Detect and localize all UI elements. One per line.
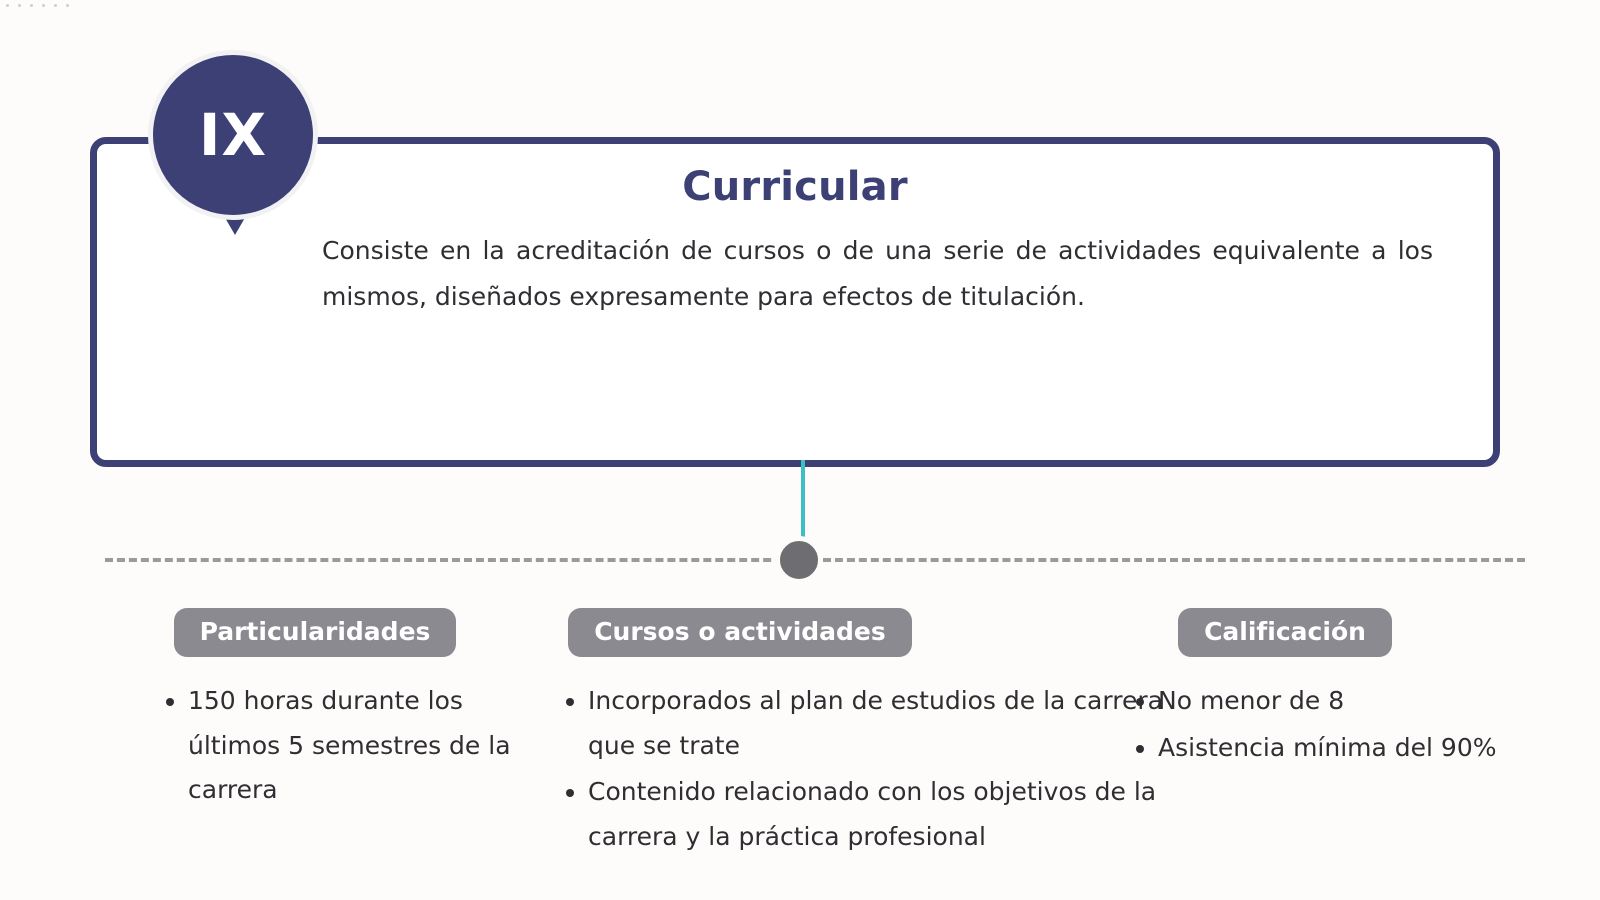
- list-item: • Contenido relacionado con los objetivos de la carrera y la práctica profesional: [588, 770, 1188, 859]
- step-badge: [148, 50, 323, 285]
- corner-dot-decoration: [6, 4, 69, 7]
- column-cursos-o-actividades: [530, 608, 1163, 861]
- page-title: Curricular: [682, 164, 908, 210]
- step-number-badge: IX: [148, 50, 318, 220]
- list-item: • 150 horas durante los últimos 5 semestres de la carrera: [188, 679, 538, 813]
- column-list: [150, 679, 538, 813]
- column-list: [1120, 679, 1518, 770]
- dot-icon: [66, 4, 69, 7]
- dot-icon: [6, 4, 9, 7]
- column-heading-pill: Calificación: [1178, 608, 1392, 657]
- column-heading-pill: Particularidades: [174, 608, 457, 657]
- column-heading-pill: Cursos o actividades: [568, 608, 912, 657]
- card-description: Consiste en la acreditación de cursos o de una serie de actividades equivalente a los mismos, diseñados expresamente para efectos de titulación.: [322, 236, 1433, 312]
- dot-icon: [18, 4, 21, 7]
- details-columns: [0, 608, 1600, 861]
- dot-icon: [54, 4, 57, 7]
- list-item: • No menor de 8: [1158, 679, 1518, 724]
- dot-icon: [42, 4, 45, 7]
- list-item: • Incorporados al plan de estudios de la carrera que se trate: [588, 679, 1188, 768]
- column-calificacion: [1110, 608, 1600, 861]
- list-item: • Asistencia mínima del 90%: [1158, 726, 1518, 771]
- dot-icon: [30, 4, 33, 7]
- column-list: [550, 679, 1188, 859]
- column-particularidades: [0, 608, 530, 861]
- divider-knob-icon: [775, 536, 823, 584]
